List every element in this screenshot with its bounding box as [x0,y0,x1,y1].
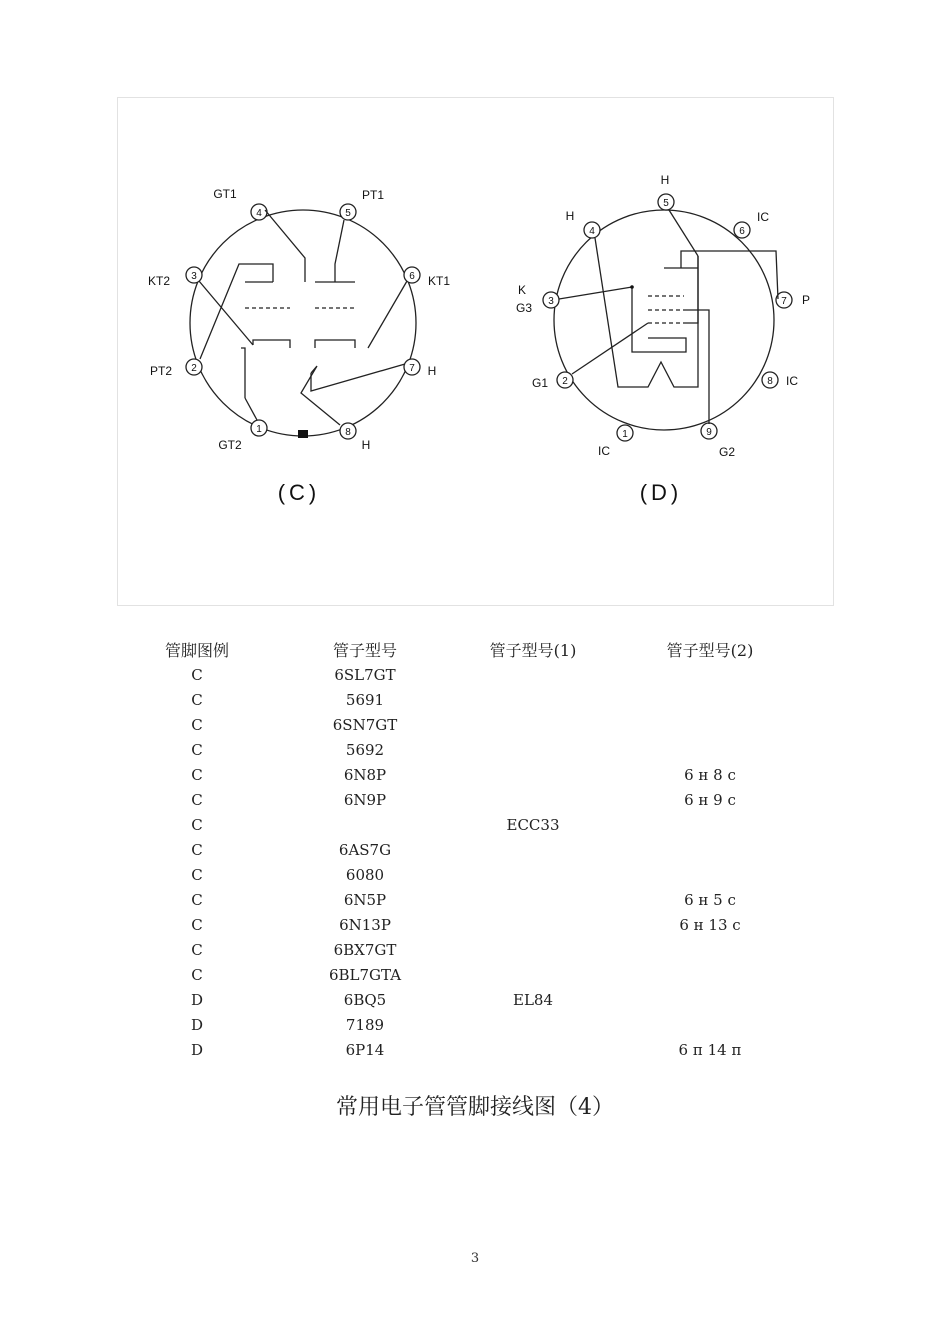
table-cell: 6080 [345,865,385,884]
table-cell: 5692 [345,740,385,759]
table-cell: 6N9P [343,790,387,809]
table-cell [612,962,808,987]
diagram-c-pin-5-label: PT1 [361,188,385,202]
diagram-d-pin-3-label-g3: G3 [515,301,533,315]
table-row [118,1012,808,1037]
table-cell [454,887,612,912]
table-row [118,687,808,712]
table-header-row [118,636,808,662]
table-cell: 5691 [345,690,385,709]
table-cell [612,662,808,687]
table-row [118,937,808,962]
table-row [118,1037,808,1062]
diagram-d-pin-3-label-k: K [517,283,527,297]
diagram-d-envelope [554,210,774,430]
table-cell: C [191,715,203,734]
table-cell [454,737,612,762]
table-cell [612,712,808,737]
diagram-d-pin-9-num: 9 [706,427,712,438]
table-cell: C [191,765,203,784]
table-cell [612,862,808,887]
diagram-c-wiring [199,210,407,425]
table-cell: C [191,890,203,909]
table-cell: C [191,865,203,884]
table-cell: C [191,815,203,834]
diagram-d-pin-6-num: 6 [739,226,745,237]
table-cell [454,912,612,937]
diagram-c-pin-2-label: PT2 [149,364,173,378]
table-cell [612,687,808,712]
table-cell: 6 п 14 п [678,1040,742,1059]
header-pin-diagram: 管脚图例 [164,640,229,660]
tube-model-table [118,636,808,1062]
table-cell: C [191,790,203,809]
table-row [118,862,808,887]
table-cell: D [190,1015,204,1034]
diagram-c-caption: (C) [277,480,321,505]
table-body [118,662,808,1062]
table-cell: 6N5P [343,890,387,909]
diagram-d-junction [630,285,634,289]
table-cell [612,812,808,837]
table-cell [612,1012,808,1037]
table-cell [454,1012,612,1037]
diagram-c-pin-4-num: 4 [256,208,262,219]
pin-diagram-figure [117,97,834,606]
diagram-c-pin-6-label: KT1 [427,274,451,288]
table-cell: 6AS7G [338,840,392,859]
diagram-d [516,173,810,505]
diagram-d-pin-7-label: P [801,293,811,307]
diagram-c-pin-8-num: 8 [345,427,351,438]
table-row [118,662,808,687]
diagram-c-pin-8-label: H [361,438,371,452]
table-cell: 6 н 9 с [684,790,736,809]
table-cell [454,1037,612,1062]
table-row [118,762,808,787]
diagram-c-pin-1-num: 1 [256,424,262,435]
diagram-d-pin-4-label: H [565,209,575,223]
diagram-c-pin-3-label: KT2 [147,274,171,288]
table-cell: C [191,915,203,934]
diagram-c [148,187,450,505]
table-cell [612,737,808,762]
table-cell: 6SN7GT [332,715,398,734]
table-cell: 6P14 [345,1040,385,1059]
table-cell [454,787,612,812]
page-number: 3 [470,1251,480,1266]
diagram-c-key-mark [298,430,308,438]
diagram-c-pin-6-num: 6 [409,271,415,282]
diagram-d-pin-1-label: IC [598,444,610,458]
table-cell [612,987,808,1012]
diagram-c-pin-4-label: GT1 [213,187,237,201]
page-caption: 常用电子管管脚接线图（4） [336,1095,614,1120]
table-row [118,912,808,937]
diagram-d-pin-1-num: 1 [622,429,628,440]
diagram-c-pin-7-label: H [427,364,437,378]
diagram-d-pin-5-label: H [660,173,670,187]
diagram-d-pin-2-num: 2 [562,376,568,387]
table-row [118,837,808,862]
table-row [118,712,808,737]
table-cell [276,812,454,837]
table-cell [454,762,612,787]
table-cell [454,962,612,987]
header-tube-model: 管子型号 [332,640,397,660]
header-tube-model-1: 管子型号(1) [489,640,577,660]
table-cell: 6 н 13 с [679,915,741,934]
table-cell: 6BX7GT [333,940,397,959]
table-cell: 6SL7GT [334,665,396,684]
table-cell [454,937,612,962]
diagram-d-pin-9-label: G2 [718,445,736,459]
diagram-c-pin-5-num: 5 [345,208,351,219]
diagram-d-pin-8-label: IC [786,374,798,388]
diagram-c-pin-1-label: GT2 [218,438,242,452]
table-cell: 6N13P [339,915,391,934]
table-row [118,962,808,987]
table-cell [454,862,612,887]
table-cell: 6BL7GTA [328,965,402,984]
table-row [118,887,808,912]
pin-diagrams-svg [118,98,835,607]
table-cell: 6 н 8 с [684,765,736,784]
table-cell: 6 н 5 с [684,890,736,909]
diagram-d-pin-6-label: IC [757,210,769,224]
table-row [118,987,808,1012]
table-cell: C [191,665,203,684]
diagram-d-pin-5-num: 5 [663,198,669,209]
table-cell: ECC33 [506,815,560,834]
diagram-d-pin-3-num: 3 [548,296,554,307]
table-cell: 6N8P [343,765,387,784]
diagram-d-caption: (D) [639,480,683,505]
table-cell: 7189 [345,1015,385,1034]
diagram-c-pin-2-num: 2 [191,363,197,374]
table-cell [454,837,612,862]
diagram-c-pin-7-num: 7 [409,363,415,374]
header-tube-model-2: 管子型号(2) [666,640,754,660]
table-cell [612,837,808,862]
diagram-d-pin-7-num: 7 [781,296,787,307]
table-cell [454,687,612,712]
table-cell [612,937,808,962]
table-cell: D [190,990,204,1009]
diagram-c-pin-3-num: 3 [191,271,197,282]
table-cell: 6BQ5 [343,990,387,1009]
table-cell: C [191,740,203,759]
table-row [118,737,808,762]
table-cell: D [190,1040,204,1059]
table-cell: C [191,965,203,984]
table-cell: C [191,690,203,709]
table-cell: EL84 [513,990,553,1009]
diagram-d-wiring [559,210,778,424]
table-row [118,812,808,837]
table-cell: C [191,840,203,859]
table-cell [454,662,612,687]
table-cell: C [191,940,203,959]
diagram-d-pin-4-num: 4 [589,226,595,237]
diagram-d-pin-8-num: 8 [767,376,773,387]
table-cell [454,712,612,737]
diagram-d-pin-2-label: G1 [531,376,549,390]
table-row [118,787,808,812]
